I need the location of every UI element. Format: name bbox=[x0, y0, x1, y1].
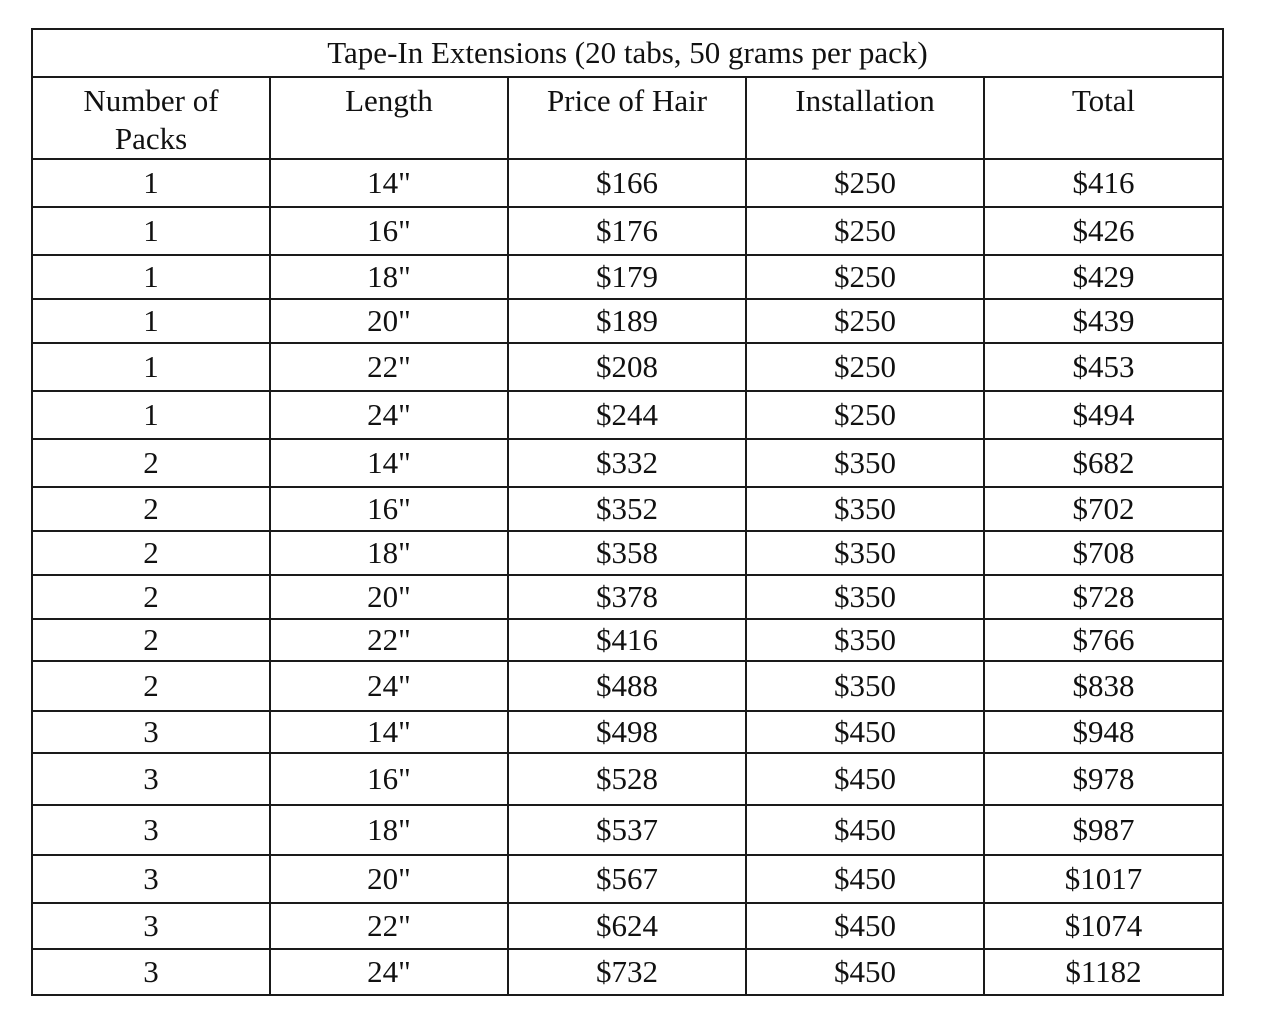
cell-total: $838 bbox=[984, 661, 1223, 711]
cell-price: $498 bbox=[508, 711, 746, 753]
cell-packs: 2 bbox=[32, 661, 270, 711]
cell-installation: $350 bbox=[746, 487, 984, 531]
cell-installation: $250 bbox=[746, 343, 984, 391]
header-price-of-hair: Price of Hair bbox=[508, 77, 746, 159]
header-installation: Installation bbox=[746, 77, 984, 159]
cell-packs: 3 bbox=[32, 855, 270, 903]
cell-packs: 1 bbox=[32, 343, 270, 391]
cell-length: 18" bbox=[270, 255, 508, 299]
cell-price: $189 bbox=[508, 299, 746, 343]
cell-price: $176 bbox=[508, 207, 746, 255]
cell-installation: $450 bbox=[746, 903, 984, 949]
cell-installation: $450 bbox=[746, 949, 984, 995]
cell-length: 22" bbox=[270, 903, 508, 949]
cell-packs: 1 bbox=[32, 159, 270, 207]
table-row bbox=[32, 753, 1223, 805]
table-row bbox=[32, 855, 1223, 903]
cell-total: $1074 bbox=[984, 903, 1223, 949]
cell-packs: 1 bbox=[32, 207, 270, 255]
cell-total: $426 bbox=[984, 207, 1223, 255]
cell-price: $179 bbox=[508, 255, 746, 299]
cell-packs: 1 bbox=[32, 255, 270, 299]
cell-total: $708 bbox=[984, 531, 1223, 575]
table-row bbox=[32, 711, 1223, 753]
table-row bbox=[32, 949, 1223, 995]
cell-total: $439 bbox=[984, 299, 1223, 343]
pricing-table bbox=[31, 28, 1224, 996]
cell-price: $244 bbox=[508, 391, 746, 439]
cell-packs: 1 bbox=[32, 299, 270, 343]
cell-total: $702 bbox=[984, 487, 1223, 531]
cell-price: $166 bbox=[508, 159, 746, 207]
table-row bbox=[32, 903, 1223, 949]
cell-length: 18" bbox=[270, 531, 508, 575]
cell-price: $332 bbox=[508, 439, 746, 487]
cell-packs: 3 bbox=[32, 805, 270, 855]
cell-length: 16" bbox=[270, 753, 508, 805]
cell-installation: $350 bbox=[746, 439, 984, 487]
cell-price: $624 bbox=[508, 903, 746, 949]
cell-total: $948 bbox=[984, 711, 1223, 753]
cell-price: $208 bbox=[508, 343, 746, 391]
cell-installation: $350 bbox=[746, 575, 984, 619]
table-title-row bbox=[32, 29, 1223, 77]
cell-installation: $250 bbox=[746, 299, 984, 343]
table-row bbox=[32, 619, 1223, 661]
cell-total: $682 bbox=[984, 439, 1223, 487]
table-row bbox=[32, 439, 1223, 487]
cell-installation: $450 bbox=[746, 753, 984, 805]
cell-price: $416 bbox=[508, 619, 746, 661]
cell-length: 24" bbox=[270, 661, 508, 711]
cell-packs: 3 bbox=[32, 753, 270, 805]
cell-packs: 2 bbox=[32, 619, 270, 661]
table-row bbox=[32, 159, 1223, 207]
header-number-of-packs-line2: Packs bbox=[114, 121, 188, 156]
table-row bbox=[32, 575, 1223, 619]
cell-installation: $350 bbox=[746, 661, 984, 711]
cell-packs: 1 bbox=[32, 391, 270, 439]
cell-total: $978 bbox=[984, 753, 1223, 805]
cell-total: $728 bbox=[984, 575, 1223, 619]
cell-installation: $250 bbox=[746, 207, 984, 255]
cell-price: $528 bbox=[508, 753, 746, 805]
cell-installation: $350 bbox=[746, 619, 984, 661]
cell-length: 22" bbox=[270, 619, 508, 661]
cell-installation: $250 bbox=[746, 391, 984, 439]
cell-installation: $450 bbox=[746, 711, 984, 753]
header-number-of-packs bbox=[32, 77, 270, 159]
cell-length: 20" bbox=[270, 299, 508, 343]
cell-total: $494 bbox=[984, 391, 1223, 439]
cell-installation: $250 bbox=[746, 159, 984, 207]
cell-length: 24" bbox=[270, 391, 508, 439]
cell-total: $987 bbox=[984, 805, 1223, 855]
table-title: Tape-In Extensions (20 tabs, 50 grams per pack) bbox=[32, 29, 1223, 77]
cell-length: 24" bbox=[270, 949, 508, 995]
cell-length: 14" bbox=[270, 439, 508, 487]
cell-length: 16" bbox=[270, 487, 508, 531]
cell-length: 16" bbox=[270, 207, 508, 255]
cell-length: 20" bbox=[270, 855, 508, 903]
cell-price: $567 bbox=[508, 855, 746, 903]
table-row bbox=[32, 343, 1223, 391]
cell-packs: 3 bbox=[32, 949, 270, 995]
cell-price: $488 bbox=[508, 661, 746, 711]
header-number-of-packs-line1: Number of bbox=[83, 83, 219, 118]
cell-installation: $350 bbox=[746, 531, 984, 575]
table-row bbox=[32, 391, 1223, 439]
cell-installation: $450 bbox=[746, 805, 984, 855]
cell-length: 22" bbox=[270, 343, 508, 391]
table-row bbox=[32, 531, 1223, 575]
cell-length: 14" bbox=[270, 711, 508, 753]
cell-packs: 3 bbox=[32, 903, 270, 949]
header-total: Total bbox=[984, 77, 1223, 159]
cell-length: 18" bbox=[270, 805, 508, 855]
cell-packs: 2 bbox=[32, 487, 270, 531]
cell-total: $429 bbox=[984, 255, 1223, 299]
cell-installation: $250 bbox=[746, 255, 984, 299]
cell-total: $1182 bbox=[984, 949, 1223, 995]
table-row bbox=[32, 487, 1223, 531]
cell-price: $352 bbox=[508, 487, 746, 531]
cell-installation: $450 bbox=[746, 855, 984, 903]
table-row bbox=[32, 299, 1223, 343]
cell-packs: 2 bbox=[32, 575, 270, 619]
cell-price: $732 bbox=[508, 949, 746, 995]
cell-price: $378 bbox=[508, 575, 746, 619]
cell-packs: 3 bbox=[32, 711, 270, 753]
cell-price: $358 bbox=[508, 531, 746, 575]
table-row bbox=[32, 207, 1223, 255]
table-row bbox=[32, 805, 1223, 855]
cell-total: $416 bbox=[984, 159, 1223, 207]
cell-total: $766 bbox=[984, 619, 1223, 661]
cell-packs: 2 bbox=[32, 439, 270, 487]
cell-length: 20" bbox=[270, 575, 508, 619]
cell-packs: 2 bbox=[32, 531, 270, 575]
header-length: Length bbox=[270, 77, 508, 159]
cell-total: $453 bbox=[984, 343, 1223, 391]
table-row bbox=[32, 255, 1223, 299]
cell-price: $537 bbox=[508, 805, 746, 855]
table-row bbox=[32, 661, 1223, 711]
cell-length: 14" bbox=[270, 159, 508, 207]
table-header-row bbox=[32, 77, 1223, 159]
cell-total: $1017 bbox=[984, 855, 1223, 903]
